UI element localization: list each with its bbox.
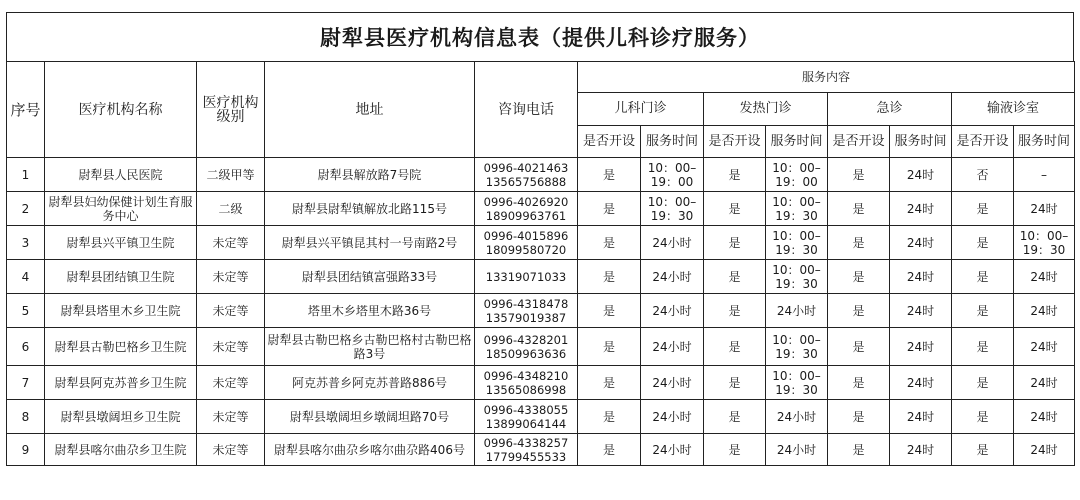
facility-table: [6, 61, 1075, 466]
row-level: 未定等: [197, 400, 265, 434]
header-hours: 服务时间: [890, 126, 952, 158]
row-name: 尉犁县喀尔曲尕乡卫生院: [45, 434, 197, 466]
pediatrics-open: 是: [578, 260, 641, 294]
infusion-open: 是: [952, 366, 1014, 400]
emergency-hours: 24时: [890, 226, 952, 260]
fever-open: 是: [704, 328, 766, 366]
row-seq: 8: [7, 400, 45, 434]
row-phone: [475, 192, 578, 226]
phone-primary: 0996-4348210: [483, 368, 569, 383]
fever-open: 是: [704, 434, 766, 466]
emergency-open: 是: [828, 328, 890, 366]
row-seq: 2: [7, 192, 45, 226]
pediatrics-open: 是: [578, 226, 641, 260]
row-name: 尉犁县兴平镇卫生院: [45, 226, 197, 260]
fever-open: 是: [704, 192, 766, 226]
header-address: 地址: [265, 62, 475, 158]
infusion-hours: –: [1014, 158, 1075, 192]
emergency-open: 是: [828, 294, 890, 328]
infusion-hours: 24时: [1014, 434, 1075, 466]
pediatrics-open: 是: [578, 294, 641, 328]
row-address: 尉犁县尉犁镇解放北路115号: [265, 192, 475, 226]
infusion-hours: 24时: [1014, 400, 1075, 434]
phone-primary: 0996-4328201: [483, 332, 569, 347]
table-row: [7, 260, 1075, 294]
phone-secondary: 13899064144: [485, 416, 567, 431]
phone-primary: 0996-4026920: [483, 194, 569, 209]
header-open: 是否开设: [952, 126, 1014, 158]
pediatrics-open: 是: [578, 366, 641, 400]
header-hours: 服务时间: [1014, 126, 1075, 158]
emergency-hours: 24时: [890, 158, 952, 192]
row-level: 二级甲等: [197, 158, 265, 192]
row-phone: [475, 226, 578, 260]
infusion-hours: 24时: [1014, 294, 1075, 328]
header-group-fever: 发热门诊: [704, 93, 828, 126]
row-phone: [475, 294, 578, 328]
table-row: [7, 294, 1075, 328]
fever-open: 是: [704, 260, 766, 294]
row-address: 塔里木乡塔里木路36号: [265, 294, 475, 328]
phone-secondary: 13565086998: [485, 382, 567, 397]
pediatrics-hours: 24小时: [641, 400, 704, 434]
row-phone: [475, 434, 578, 466]
row-address: 尉犁县解放路7号院: [265, 158, 475, 192]
row-seq: 1: [7, 158, 45, 192]
row-address: 尉犁县喀尔曲尕乡喀尔曲尕路406号: [265, 434, 475, 466]
table-row: [7, 400, 1075, 434]
header-open: 是否开设: [704, 126, 766, 158]
infusion-open: 否: [952, 158, 1014, 192]
row-seq: 6: [7, 328, 45, 366]
table-row: [7, 366, 1075, 400]
emergency-hours: 24时: [890, 260, 952, 294]
infusion-open: 是: [952, 294, 1014, 328]
emergency-open: 是: [828, 158, 890, 192]
pediatrics-hours: 24小时: [641, 434, 704, 466]
row-seq: 7: [7, 366, 45, 400]
fever-hours: 10：00– 19：30: [766, 192, 828, 226]
phone-secondary: 18909963761: [485, 208, 567, 223]
fever-hours: 10：00– 19：00: [766, 158, 828, 192]
infusion-open: 是: [952, 226, 1014, 260]
row-level: 未定等: [197, 434, 265, 466]
row-phone: [475, 158, 578, 192]
header-name: 医疗机构名称: [45, 62, 197, 158]
pediatrics-hours: 24小时: [641, 260, 704, 294]
infusion-open: 是: [952, 192, 1014, 226]
fever-hours: 10：00– 19：30: [766, 260, 828, 294]
infusion-open: 是: [952, 434, 1014, 466]
infusion-hours: 24时: [1014, 366, 1075, 400]
row-level: 未定等: [197, 260, 265, 294]
phone-primary: 0996-4338257: [483, 435, 569, 450]
pediatrics-hours: 24小时: [641, 226, 704, 260]
emergency-hours: 24时: [890, 366, 952, 400]
table-row: [7, 192, 1075, 226]
row-seq: 4: [7, 260, 45, 294]
header-group-infusion: 输液诊室: [952, 93, 1075, 126]
row-seq: 5: [7, 294, 45, 328]
row-level: 未定等: [197, 294, 265, 328]
phone-secondary: 17799455533: [485, 449, 567, 464]
pediatrics-hours: 10：00– 19：30: [641, 192, 704, 226]
pediatrics-open: 是: [578, 192, 641, 226]
emergency-open: 是: [828, 260, 890, 294]
row-name: 尉犁县人民医院: [45, 158, 197, 192]
row-name: 尉犁县阿克苏普乡卫生院: [45, 366, 197, 400]
fever-hours: 24小时: [766, 294, 828, 328]
row-seq: 9: [7, 434, 45, 466]
row-name: 尉犁县团结镇卫生院: [45, 260, 197, 294]
row-level: 二级: [197, 192, 265, 226]
header-phone: 咨询电话: [475, 62, 578, 158]
row-name: 尉犁县古勒巴格乡卫生院: [45, 328, 197, 366]
fever-hours: 10：00– 19：30: [766, 366, 828, 400]
row-address: 尉犁县古勒巴格乡古勒巴格村古勒巴格路3号: [265, 328, 475, 366]
header-open: 是否开设: [828, 126, 890, 158]
infusion-open: 是: [952, 400, 1014, 434]
phone-secondary: 18099580720: [485, 242, 567, 257]
row-address: 尉犁县兴平镇昆其村一号南路2号: [265, 226, 475, 260]
infusion-hours: 24时: [1014, 328, 1075, 366]
header-open: 是否开设: [578, 126, 641, 158]
pediatrics-hours: 10：00– 19：00: [641, 158, 704, 192]
header-hours: 服务时间: [766, 126, 828, 158]
emergency-hours: 24时: [890, 294, 952, 328]
row-phone: [475, 328, 578, 366]
table-row: [7, 226, 1075, 260]
row-name: 尉犁县墩阔坦乡卫生院: [45, 400, 197, 434]
infusion-hours: 24时: [1014, 192, 1075, 226]
phone-primary: 0996-4021463: [483, 160, 569, 175]
emergency-open: 是: [828, 226, 890, 260]
fever-open: 是: [704, 226, 766, 260]
phone-secondary: 13565756888: [485, 174, 567, 189]
pediatrics-open: 是: [578, 158, 641, 192]
phone-secondary: 18509963636: [485, 346, 567, 361]
emergency-open: 是: [828, 366, 890, 400]
pediatrics-hours: 24小时: [641, 366, 704, 400]
row-level: 未定等: [197, 366, 265, 400]
fever-open: 是: [704, 158, 766, 192]
fever-open: 是: [704, 400, 766, 434]
fever-hours: 10：00– 19：30: [766, 328, 828, 366]
fever-hours: 10：00– 19：30: [766, 226, 828, 260]
emergency-hours: 24时: [890, 328, 952, 366]
emergency-hours: 24时: [890, 400, 952, 434]
emergency-open: 是: [828, 434, 890, 466]
header-level: 医疗机构级别: [197, 62, 265, 158]
pediatrics-open: 是: [578, 434, 641, 466]
infusion-open: 是: [952, 328, 1014, 366]
pediatrics-open: 是: [578, 328, 641, 366]
table-row: [7, 158, 1075, 192]
fever-open: 是: [704, 366, 766, 400]
fever-hours: 24小时: [766, 400, 828, 434]
pediatrics-open: 是: [578, 400, 641, 434]
table-row: [7, 434, 1075, 466]
row-phone: [475, 366, 578, 400]
header-service: 服务内容: [578, 62, 1075, 93]
header-group-pediatrics: 儿科门诊: [578, 93, 704, 126]
row-address: 尉犁县墩阔坦乡墩阔坦路70号: [265, 400, 475, 434]
phone-primary: 0996-4015896: [483, 228, 569, 243]
emergency-open: 是: [828, 400, 890, 434]
row-address: 阿克苏普乡阿克苏普路886号: [265, 366, 475, 400]
infusion-hours: 24时: [1014, 260, 1075, 294]
emergency-hours: 24时: [890, 192, 952, 226]
row-phone: [475, 400, 578, 434]
emergency-hours: 24时: [890, 434, 952, 466]
table-body: [7, 158, 1075, 466]
row-seq: 3: [7, 226, 45, 260]
emergency-open: 是: [828, 192, 890, 226]
phone-primary: 0996-4338055: [483, 402, 569, 417]
fever-hours: 24小时: [766, 434, 828, 466]
phone-secondary: 13579019387: [485, 310, 567, 325]
pediatrics-hours: 24小时: [641, 294, 704, 328]
table-title: 尉犁县医疗机构信息表（提供儿科诊疗服务）: [6, 12, 1074, 61]
table-row: [7, 328, 1075, 366]
row-phone: [475, 260, 578, 294]
header-hours: 服务时间: [641, 126, 704, 158]
pediatrics-hours: 24小时: [641, 328, 704, 366]
row-address: 尉犁县团结镇富强路33号: [265, 260, 475, 294]
phone-primary: 13319071033: [485, 269, 567, 284]
row-level: 未定等: [197, 226, 265, 260]
header-seq: 序号: [7, 62, 45, 158]
infusion-open: 是: [952, 260, 1014, 294]
phone-primary: 0996-4318478: [483, 296, 569, 311]
infusion-hours: 10：00– 19：30: [1014, 226, 1075, 260]
row-name: 尉犁县妇幼保健计划生育服务中心: [45, 192, 197, 226]
header-group-emergency: 急诊: [828, 93, 952, 126]
row-level: 未定等: [197, 328, 265, 366]
fever-open: 是: [704, 294, 766, 328]
row-name: 尉犁县塔里木乡卫生院: [45, 294, 197, 328]
